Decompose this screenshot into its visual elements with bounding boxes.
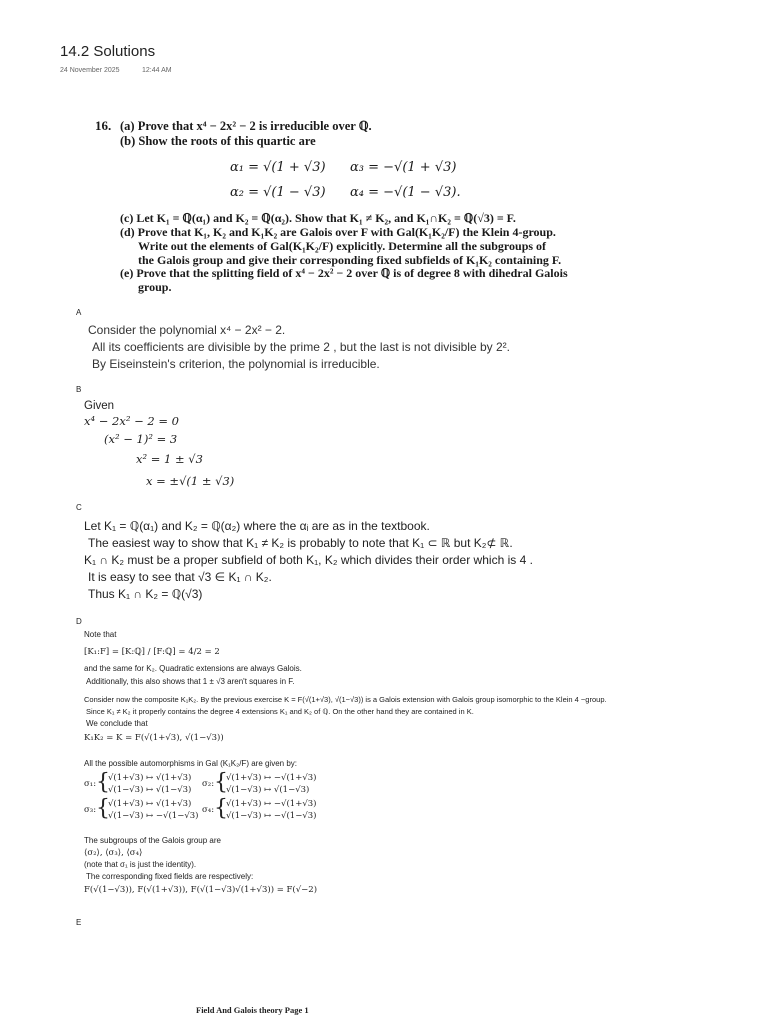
- problem-part-d-1: (d) Prove that K₁, K₂ and K₁K₂ are Galois over F with Gal(K₁K₂/F) the Klein 4-group.: [120, 225, 556, 239]
- page-date: 24 November 2025: [60, 67, 120, 74]
- solution-label-b: B: [76, 385, 82, 394]
- solution-d-result: K₁K₂ = K = F(√(1+√3), √(1−√3)): [84, 733, 224, 743]
- sigma4-brace: {: [214, 796, 228, 821]
- root-alpha2: α₂ = √(1 − √3): [230, 185, 326, 200]
- page-title: 14.2 Solutions: [60, 43, 156, 60]
- solution-a-line-3: By Eiseinstein's criterion, the polynomial is irreducible.: [92, 357, 380, 371]
- solution-d-conclude: We conclude that: [86, 719, 148, 728]
- solution-a-line-1: Consider the polynomial x⁴ − 2x² − 2.: [88, 323, 286, 337]
- problem-part-e-1: (e) Prove that the splitting field of x⁴ − 2x² − 2 over ℚ is of degree 8 with dihedral Galois: [120, 266, 568, 280]
- solution-b-eq-2: (x² − 1)² = 3: [104, 432, 178, 446]
- problem-part-a: (a) Prove that x⁴ − 2x² − 2 is irreducible over ℚ.: [120, 119, 372, 133]
- sigma4-row-2: √(1−√3) ↦ −√(1−√3): [226, 811, 317, 821]
- sigma2-brace: {: [214, 770, 228, 795]
- solution-d-since: Since K₁ ≠ K₂ it properly contains the degree 4 extensions K₁ and K₂ of ℚ. On the other hand they are contained in K.: [86, 707, 474, 716]
- solution-label-d: D: [76, 617, 82, 626]
- sigma3-row-1: √(1+√3) ↦ √(1+√3): [108, 799, 192, 809]
- solution-d-degree-fraction: [K₁:F] = [K:ℚ] / [F:ℚ] = 4/2 = 2: [84, 647, 220, 657]
- page-time: 12:44 AM: [142, 67, 172, 74]
- sigma1-row-1: √(1+√3) ↦ √(1+√3): [108, 773, 192, 783]
- sigma2-label: σ₂:: [202, 779, 215, 789]
- solution-label-c: C: [76, 503, 82, 512]
- problem-part-d-3: the Galois group and give their corresponding fixed subfields of K₁K₂ containing F.: [138, 253, 562, 267]
- problem-part-c: (c) Let K₁ = ℚ(α₁) and K₂ = ℚ(α₂). Show that K₁ ≠ K₂, and K₁∩K₂ = ℚ(√3) = F.: [120, 211, 516, 225]
- sigma1-brace: {: [96, 770, 110, 795]
- solution-d-subgroups: The subgroups of the Galois group are: [84, 836, 221, 845]
- solution-d-composite: Consider now the composite K₁K₂. By the previous exercise K = F(√(1+√3), √(1−√3)) is a Galois extension with Galois group isomorphic to the Klein 4 −group.: [84, 695, 607, 704]
- solution-d-same: and the same for K₂. Quadratic extensions are always Galois.: [84, 664, 302, 673]
- sigma4-label: σ₄:: [202, 805, 215, 815]
- sigma2-row-1: √(1+√3) ↦ −√(1+√3): [226, 773, 317, 783]
- solution-c-line-4: It is easy to see that √3 ∈ K₁ ∩ K₂.: [88, 570, 272, 584]
- solution-b-eq-4: x = ±√(1 ± √3): [146, 474, 235, 488]
- solution-a-line-2: All its coefficients are divisible by the prime 2 , but the last is not divisible by 2².: [92, 340, 510, 354]
- sigma3-label: σ₃:: [84, 805, 97, 815]
- root-alpha4: α₄ = −√(1 − √3).: [350, 185, 461, 200]
- solution-d-fixed: The corresponding fixed fields are respectively:: [86, 872, 254, 881]
- root-alpha3: α₃ = −√(1 + √3): [350, 160, 457, 175]
- solution-label-e: E: [76, 918, 82, 927]
- sigma1-row-2: √(1−√3) ↦ √(1−√3): [108, 785, 192, 795]
- sigma3-row-2: √(1−√3) ↦ −√(1−√3): [108, 811, 199, 821]
- solution-c-line-5: Thus K₁ ∩ K₂ = ℚ(√3): [88, 587, 203, 601]
- solution-d-subgroup-list: ⟨σ₂⟩, ⟨σ₃⟩, ⟨σ₄⟩: [84, 848, 143, 858]
- root-alpha1: α₁ = √(1 + √3): [230, 160, 326, 175]
- solution-label-a: A: [76, 308, 82, 317]
- solution-d-automorphisms: All the possible automorphisms in Gal (K₁K₂/F) are given by:: [84, 759, 298, 768]
- solution-b-given: Given: [84, 400, 115, 412]
- problem-part-e-2: group.: [138, 280, 172, 294]
- solution-c-line-3: K₁ ∩ K₂ must be a proper subfield of both K₁, K₂ which divides their order which is 4 .: [84, 553, 533, 567]
- solution-c-line-1: Let K₁ = ℚ(α₁) and K₂ = ℚ(α₂) where the αᵢ are as in the textbook.: [84, 519, 430, 533]
- sigma3-brace: {: [96, 796, 110, 821]
- problem-part-d-2: Write out the elements of Gal(K₁K₂/F) explicitly. Determine all the subgroups of: [138, 239, 547, 253]
- solution-c-line-2: The easiest way to show that K₁ ≠ K₂ is probably to note that K₁ ⊂ ℝ but K₂⊄ ℝ.: [88, 536, 513, 550]
- solution-b-eq-3: x² = 1 ± √3: [136, 452, 203, 466]
- solution-d-fixed-list: F(√(1−√3)), F(√(1+√3)), F(√(1−√3)√(1+√3)) = F(√−2): [84, 885, 318, 895]
- sigma2-row-2: √(1−√3) ↦ √(1−√3): [226, 785, 310, 795]
- solution-d-additionally: Additionally, this also shows that 1 ± √3 aren't squares in F.: [86, 677, 295, 686]
- page-footer: Field And Galois theory Page 1: [196, 1005, 309, 1015]
- problem-number: 16.: [95, 118, 112, 133]
- sigma4-row-1: √(1+√3) ↦ −√(1+√3): [226, 799, 317, 809]
- solution-d-identity-note: (note that σ₁ is just the identity).: [84, 860, 197, 869]
- problem-part-b: (b) Show the roots of this quartic are: [120, 134, 316, 148]
- solution-b-eq-1: x⁴ − 2x² − 2 = 0: [84, 414, 179, 428]
- solution-d-note: Note that: [84, 630, 117, 639]
- sigma1-label: σ₁:: [84, 779, 97, 789]
